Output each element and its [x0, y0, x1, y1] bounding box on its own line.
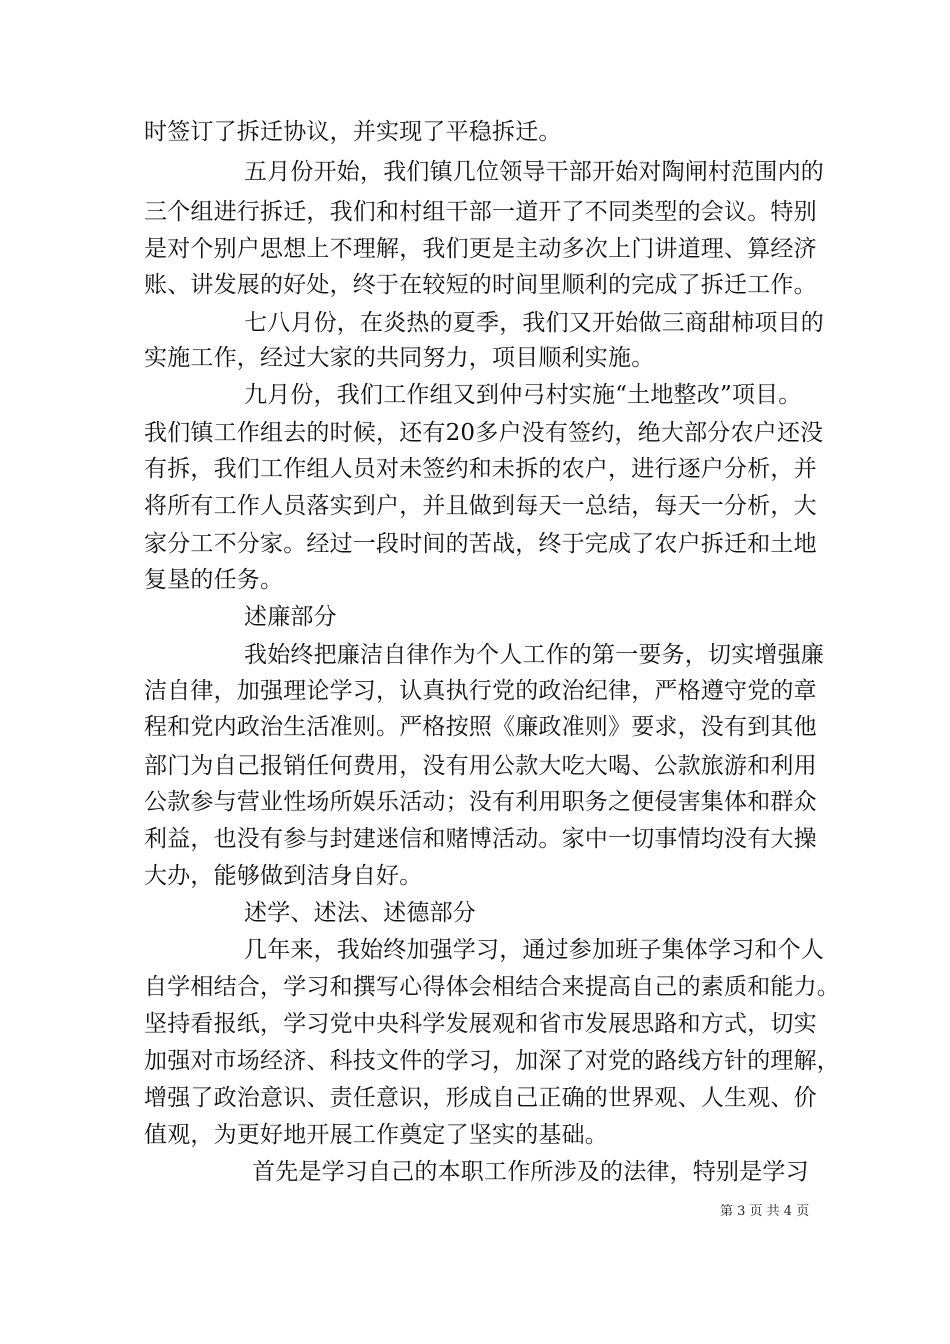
page-number: 第 3 页 共 4 页 [720, 1204, 810, 1219]
text-line: 七八月份，在炎热的夏季，我们又开始做三商甜柿项目的 [244, 310, 824, 336]
text-line: 部门为自己报销任何费用，没有用公款大吃大喝、公款旅游和利用 [144, 753, 817, 779]
text-line: 首先是学习自己的本职工作所涉及的法律，特别是学习 [252, 1159, 809, 1185]
text-line: 将所有工作人员落实到户，并且做到每天一总结，每天一分析，大 [144, 493, 817, 519]
text-line: 实施工作，经过大家的共同努力，项目顺利实施。 [144, 345, 655, 371]
text-line: 程和党内政治生活准则。严格按照《廉政准则》要求，没有到其他 [144, 714, 817, 740]
text-line: 我们镇工作组去的时候，还有20多户没有签约，绝大部分农户还没 [144, 420, 824, 446]
text-line: 九月份，我们工作组又到仲弓村实施“土地整改”项目。 [244, 382, 802, 408]
text-line: 值观，为更好地开展工作奠定了坚实的基础。 [144, 1122, 608, 1148]
text-line: 三个组进行拆迁，我们和村组干部一道开了不同类型的会议。特别 [144, 199, 817, 225]
text-line: 是对个别户思想上不理解，我们更是主动多次上门讲道理、算经济 [144, 236, 817, 262]
text-line: 洁自律，加强理论学习，认真执行党的政治纪律，严格遵守党的章 [144, 678, 817, 704]
text-line: 有拆，我们工作组人员对未签约和未拆的农户，进行逐户分析，并 [144, 456, 817, 482]
text-line: 复垦的任务。 [144, 567, 284, 593]
text-line: 公款参与营业性场所娱乐活动；没有利用职务之便侵害集体和群众 [144, 789, 817, 815]
text-line: 家分工不分家。经过一段时间的苦战，终于完成了农户拆迁和土地 [144, 531, 817, 557]
text-line: 时签订了拆迁协议，并实现了平稳拆迁。 [144, 119, 562, 145]
text-line: 五月份开始，我们镇几位领导干部开始对陶闸村范围内的 [244, 159, 824, 185]
section-heading: 述学、述法、述德部分 [244, 900, 476, 926]
text-line: 自学相结合，学习和撰写心得体会相结合来提高自己的素质和能力。 [144, 974, 840, 1000]
text-line: 大办，能够做到洁身自好。 [144, 863, 423, 889]
text-line: 我始终把廉洁自律作为个人工作的第一要务，切实增强廉 [244, 642, 824, 668]
text-line: 账、讲发展的好处，终于在较短的时间里顺利的完成了拆迁工作。 [144, 272, 817, 298]
text-line: 增强了政治意识、责任意识，形成自己正确的世界观、人生观、价 [144, 1085, 817, 1111]
text-line: 加强对市场经济、科技文件的学习，加深了对党的路线方针的理解， [144, 1048, 840, 1074]
text-line: 坚持看报纸，学习党中央科学发展观和省市发展思路和方式，切实 [144, 1011, 817, 1037]
text-line: 利益，也没有参与封建迷信和赌博活动。家中一切事情均没有大操 [144, 826, 817, 852]
section-heading: 述廉部分 [244, 604, 337, 630]
text-line: 几年来，我始终加强学习，通过参加班子集体学习和个人 [244, 937, 824, 963]
